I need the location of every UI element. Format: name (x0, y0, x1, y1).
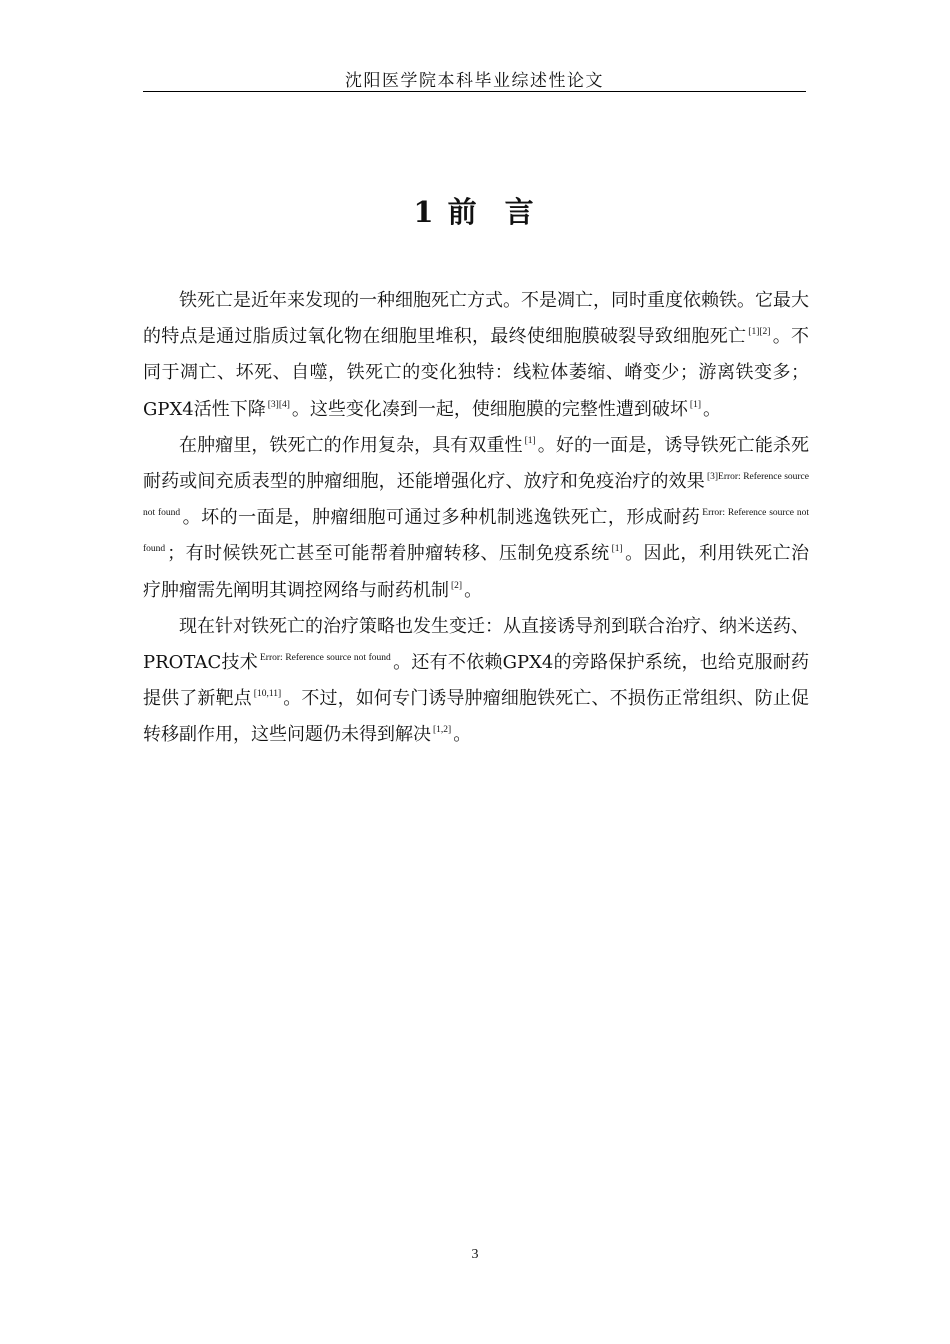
paragraph-text: 。 (464, 579, 483, 601)
paragraph-text: 。坏的一面是，肿瘤细胞可通过多种机制逃逸铁死亡，形成耐药 (182, 507, 701, 529)
citation: Error: Reference source not found (143, 508, 809, 555)
section-title-part1: 前 (447, 195, 479, 229)
header-divider (143, 91, 806, 92)
citation: [1] (689, 399, 701, 410)
paragraph-text: 。好的一面是，诱导铁死亡能杀死耐药或间充质表型的肿瘤细胞，还能增强化疗、放疗和免疫治疗的效果 (143, 434, 810, 493)
citation: [1][2] (748, 327, 771, 338)
paragraph-1 (143, 283, 809, 428)
citation: [3]Error: Reference source not found (143, 472, 809, 519)
citation: [1] (611, 544, 623, 555)
paragraph-text: 。不过，如何专门诱导肿瘤细胞铁死亡、不损伤正常组织、防止促转移副作用，这些问题仍未得到解决 (143, 688, 809, 746)
running-header: 沈阳医学院本科毕业综述性论文 (345, 71, 604, 91)
citation: Error: Reference source not found (260, 653, 391, 664)
citation: [2] (451, 580, 463, 591)
paragraph-3 (143, 609, 809, 754)
paragraph-text: ；有时候铁死亡甚至可能帮着肿瘤转移、压制免疫系统 (167, 543, 610, 565)
paragraph-text: 现在针对铁死亡的治疗策略也发生变迁：从直接诱导剂到联合治疗、纳米送药、PROTAC技术 (143, 615, 809, 674)
paragraph-text: 在肿瘤里，铁死亡的作用复杂，具有双重性 (179, 434, 523, 456)
page-number: 3 (471, 1247, 479, 1262)
paragraph-text: 。这些变化凑到一起，使细胞膜的完整性遭到破坏 (291, 398, 688, 420)
citation: [10,11] (253, 689, 282, 700)
paragraph-text: 。因此，利用铁死亡治疗肿瘤需先阐明其调控网络与耐药机制 (143, 543, 810, 601)
paragraph-text: 。 (703, 398, 721, 420)
paragraph-text: 。还有不依赖GPX4的旁路保护系统，也给克服耐药提供了新靶点 (143, 652, 809, 710)
paragraph-2 (143, 428, 809, 609)
citation: [3][4] (267, 399, 290, 410)
section-title-part2: 言 (504, 195, 536, 229)
paragraph-text: 。不同于凋亡、坏死、自噬，铁死亡的变化独特：线粒体萎缩、嵴变少；游离铁变多；GPX4活性下降 (143, 326, 809, 420)
citation: [1,2] (433, 725, 452, 736)
citation: [1] (524, 435, 536, 446)
section-number: 1 (413, 195, 436, 229)
paragraph-text: 铁死亡是近年来发现的一种细胞死亡方式。不是凋亡，同时重度依赖铁。它最大的特点是通过脂质过氧化物在细胞里堆积，最终使细胞膜破裂导致细胞死亡 (143, 290, 809, 348)
section-title (143, 190, 806, 231)
section-body (143, 283, 809, 754)
paragraph-text: 。 (453, 724, 472, 746)
